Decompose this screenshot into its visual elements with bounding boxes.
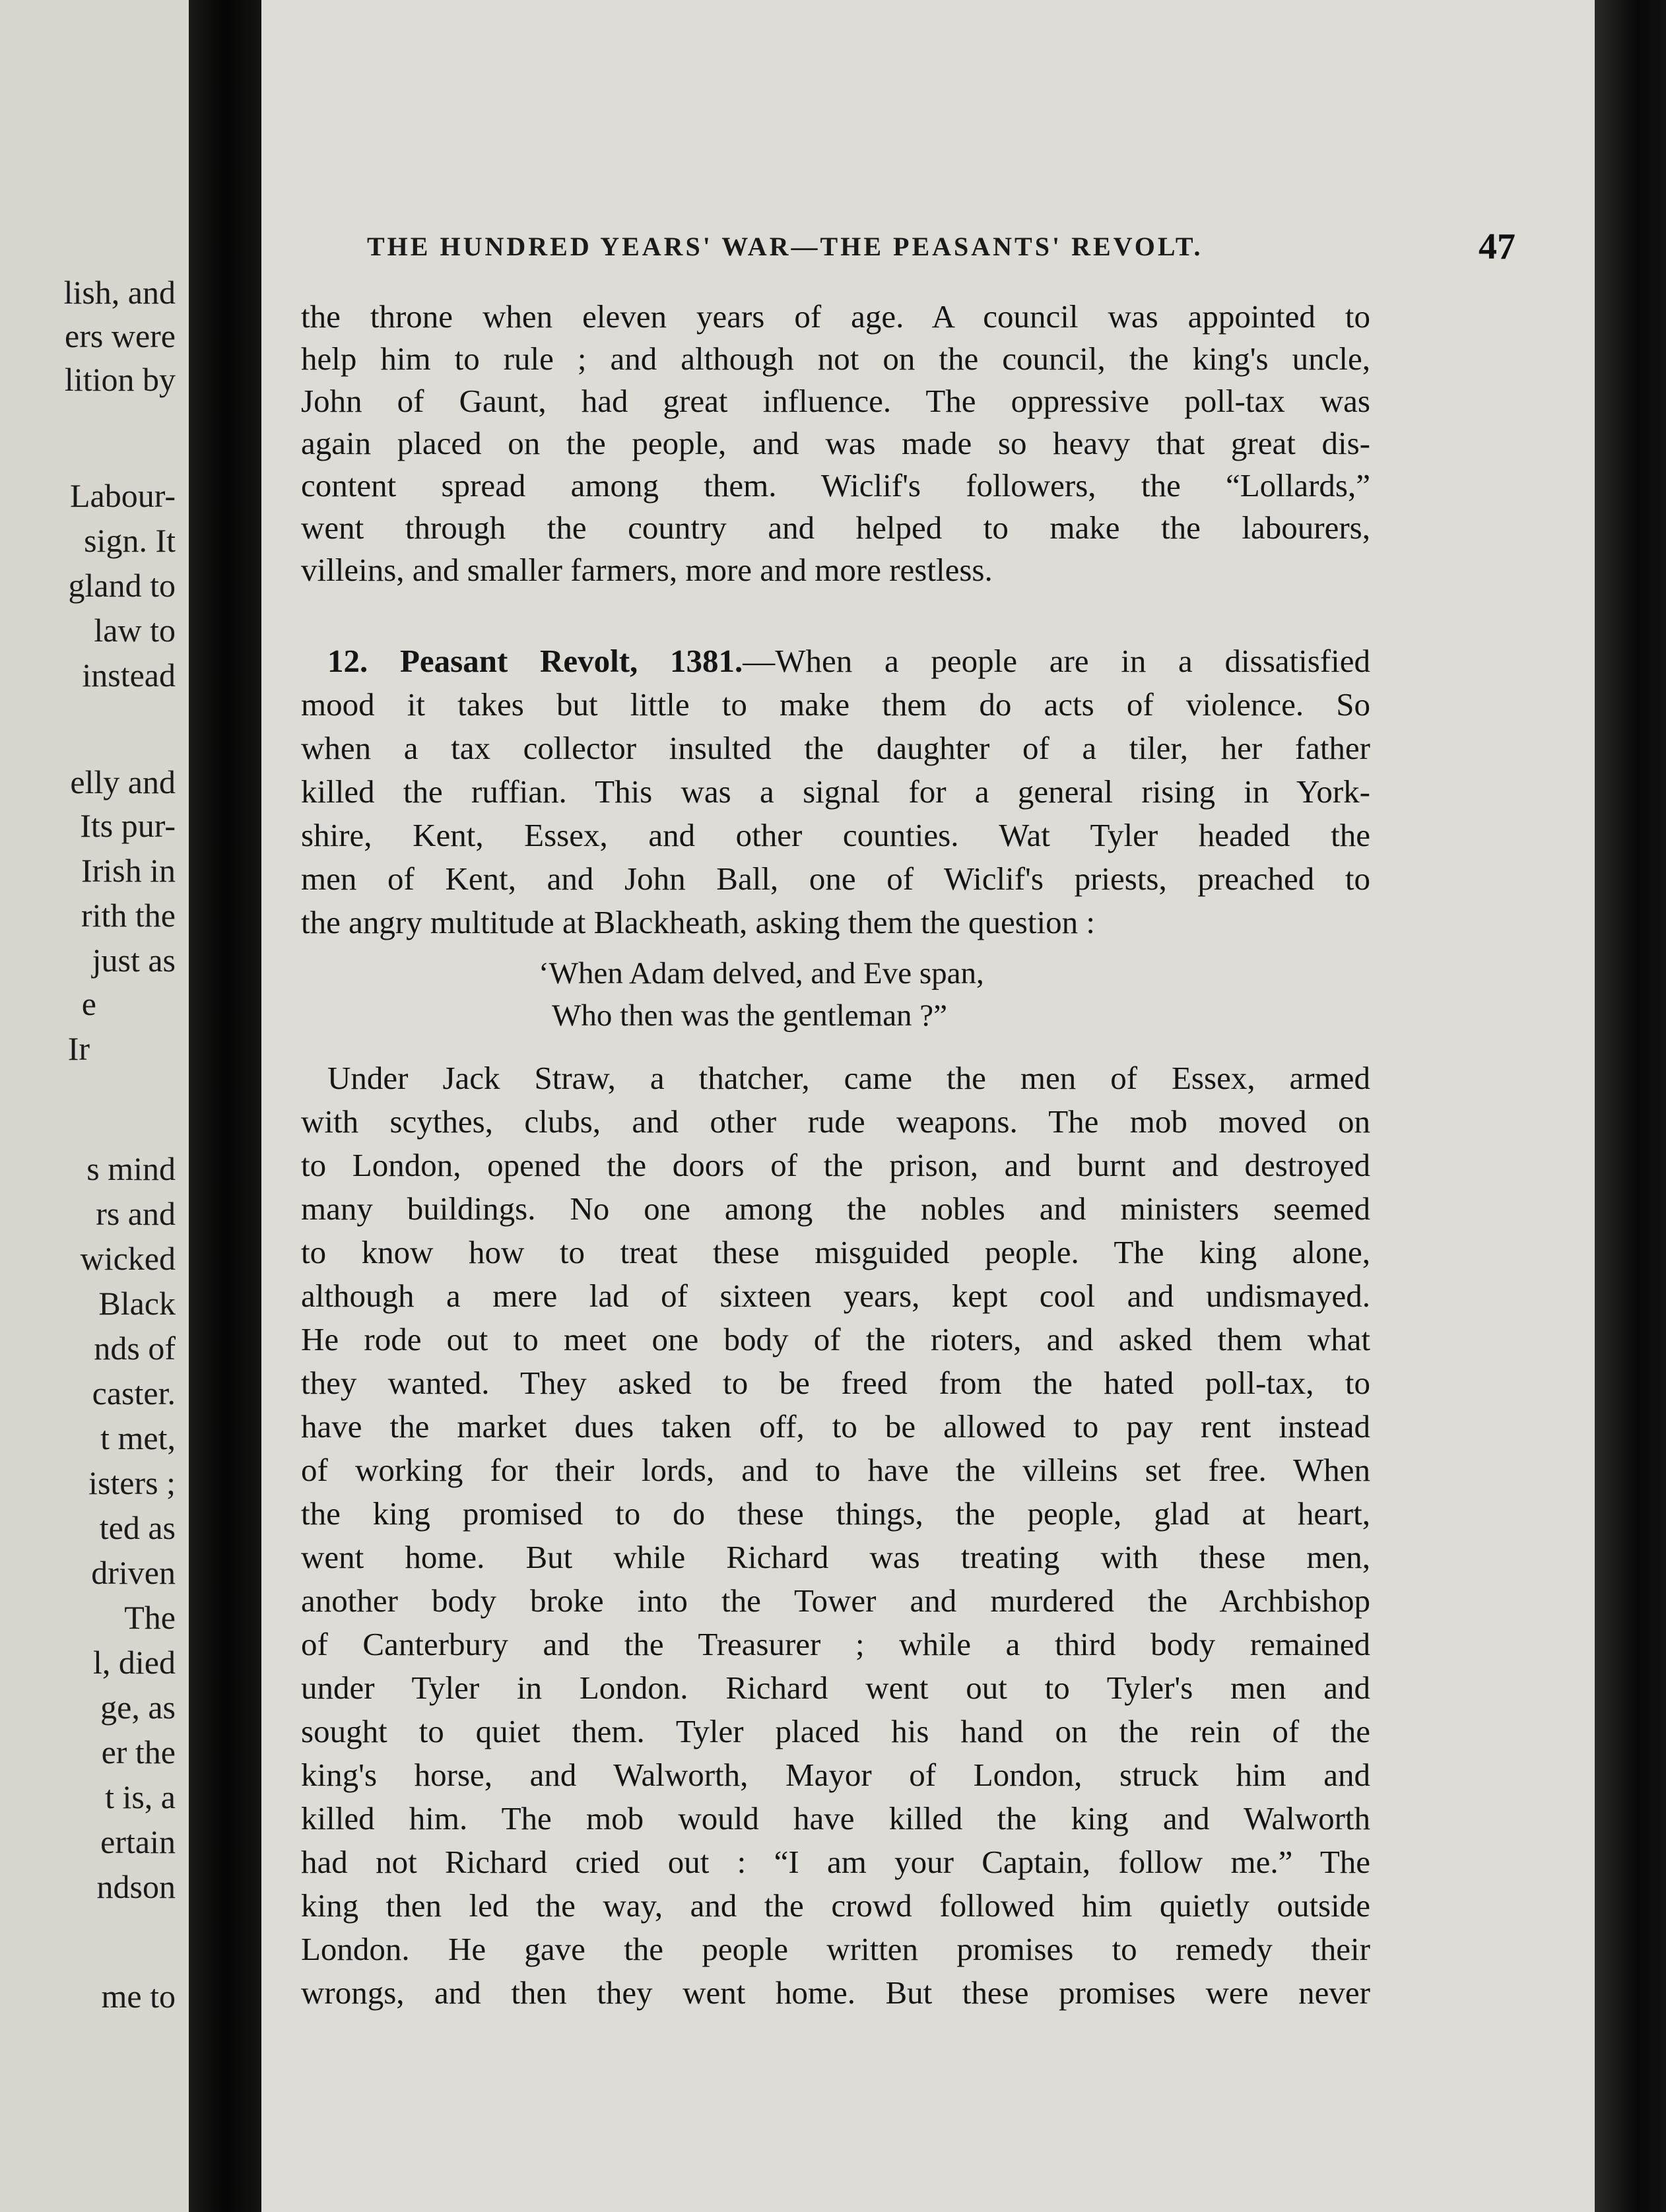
text-line: shire, Kent, Essex, and other counties. Wat Tyler headed the	[301, 817, 1370, 853]
text-line: with scythes, clubs, and other rude weapons. The mob moved on	[301, 1103, 1370, 1140]
verse-line: Who then was the gentleman ?”	[552, 998, 948, 1033]
left-fragment-line: er the	[101, 1734, 176, 1771]
left-fragment-line: e	[81, 985, 96, 1022]
left-fragment-line: lish, and	[63, 274, 176, 311]
text-line: had not Richard cried out : “I am your Captain, follow me.” The	[301, 1844, 1370, 1880]
text-line: He rode out to meet one body of the rioters, and asked them what	[301, 1321, 1370, 1357]
text-line: many buildings. No one among the nobles and ministers seemed	[301, 1190, 1370, 1227]
main-page	[261, 0, 1595, 2212]
text-line: although a mere lad of sixteen years, kept cool and undismayed.	[301, 1278, 1370, 1314]
left-fragment-line: nds of	[94, 1330, 176, 1367]
section-heading: 12. Peasant Revolt, 1381.	[327, 643, 743, 679]
left-fragment-line: isters ;	[88, 1464, 176, 1501]
left-fragment-line: elly and	[70, 764, 176, 800]
text-line: under Tyler in London. Richard went out to Tyler's men and	[301, 1670, 1370, 1706]
left-fragment-line: instead	[82, 657, 176, 694]
text-line: have the market dues taken off, to be allowed to pay rent instead	[301, 1408, 1370, 1445]
left-fragment-line: Ir	[67, 1030, 90, 1067]
text-line: again placed on the people, and was made so heavy that great dis-	[301, 425, 1370, 461]
left-fragment-line: rith the	[81, 897, 176, 934]
section-first-line-text: —When a people are in a dissatisfied	[743, 643, 1370, 679]
text-line: the angry multitude at Blackheath, asking them the question :	[301, 904, 1095, 940]
text-line: London. He gave the people written promises to remedy their	[301, 1931, 1370, 1967]
left-fragment-line: wicked	[80, 1240, 176, 1277]
running-title: THE HUNDRED YEARS' WAR—THE PEASANTS' REVOLT.	[367, 232, 1203, 261]
text-line: wrongs, and then they went home. But these promises were never	[301, 1974, 1370, 2011]
text-line: the throne when eleven years of age. A council was appointed to	[301, 298, 1370, 335]
page-number: 47	[1479, 226, 1516, 267]
left-fragment-line: l, died	[93, 1644, 176, 1681]
left-fragment-line: Its pur-	[80, 807, 176, 844]
text-line: went through the country and helped to make the labourers,	[301, 509, 1370, 546]
left-fragment-line: gland to	[68, 567, 176, 604]
left-fragment-line: caster.	[92, 1375, 176, 1412]
left-fragment-line: ge, as	[100, 1689, 176, 1726]
text-line: when a tax collector insulted the daughter of a tiler, her father	[301, 730, 1370, 766]
text-line: king then led the way, and the crowd followed him quietly outside	[301, 1887, 1370, 1924]
left-fragment-line: just as	[92, 942, 176, 979]
text-line: men of Kent, and John Ball, one of Wiclif's priests, preached to	[301, 861, 1370, 897]
text-line: John of Gaunt, had great influence. The oppressive poll-tax was	[301, 383, 1370, 419]
left-fragment-line: ers were	[65, 317, 176, 354]
text-line: Under Jack Straw, a thatcher, came the men of Essex, armed	[327, 1060, 1370, 1096]
section-12-first-line	[327, 641, 1370, 681]
text-line: the king promised to do these things, the people, glad at heart,	[301, 1495, 1370, 1532]
left-fragment-line: law to	[94, 612, 176, 649]
verse-line: ‘When Adam delved, and Eve span,	[539, 956, 984, 991]
left-page-fragment	[0, 0, 189, 2212]
text-line: they wanted. They asked to be freed from the hated poll-tax, to	[301, 1365, 1370, 1401]
left-fragment-line: s mind	[86, 1150, 176, 1187]
text-line: killed the ruffian. This was a signal for a general rising in York-	[301, 773, 1370, 810]
left-fragment-line: me to	[101, 1978, 176, 2015]
left-fragment-line: Labour-	[69, 477, 176, 514]
text-line: killed him. The mob would have killed the king and Walworth	[301, 1800, 1370, 1837]
left-fragment-line: Irish in	[81, 852, 176, 889]
left-fragment-line: t met,	[100, 1419, 176, 1456]
text-line: to know how to treat these misguided people. The king alone,	[301, 1234, 1370, 1270]
left-fragment-line: Black	[98, 1285, 176, 1322]
text-line: sought to quiet them. Tyler placed his hand on the rein of the	[301, 1713, 1370, 1749]
left-fragment-line: driven	[91, 1554, 176, 1591]
right-page-edge	[1595, 0, 1666, 2212]
text-line: mood it takes but little to make them do acts of violence. So	[301, 686, 1370, 723]
text-line: content spread among them. Wiclif's followers, the “Lollards,”	[301, 467, 1370, 504]
text-line: king's horse, and Walworth, Mayor of London, struck him and	[301, 1757, 1370, 1793]
left-fragment-line: The	[124, 1599, 176, 1636]
left-fragment-line: ted as	[99, 1509, 176, 1546]
text-line: to London, opened the doors of the prison, and burnt and destroyed	[301, 1147, 1370, 1183]
text-line: of Canterbury and the Treasurer ; while a third body remained	[301, 1626, 1370, 1662]
left-fragment-line: ertain	[100, 1823, 176, 1860]
book-gutter	[189, 0, 261, 2212]
text-line: of working for their lords, and to have the villeins set free. When	[301, 1452, 1370, 1488]
left-fragment-line: lition by	[64, 361, 176, 398]
text-line: help him to rule ; and although not on the council, the king's uncle,	[301, 341, 1370, 377]
left-fragment-line: rs and	[96, 1195, 176, 1232]
running-head	[367, 226, 1516, 272]
text-line: went home. But while Richard was treating with these men,	[301, 1539, 1370, 1575]
left-fragment-line: t is, a	[105, 1778, 176, 1815]
text-line: another body broke into the Tower and murdered the Archbishop	[301, 1582, 1370, 1619]
left-fragment-line: ndson	[96, 1868, 176, 1905]
left-fragment-line: sign. It	[84, 522, 176, 559]
text-line: villeins, and smaller farmers, more and more restless.	[301, 552, 993, 588]
